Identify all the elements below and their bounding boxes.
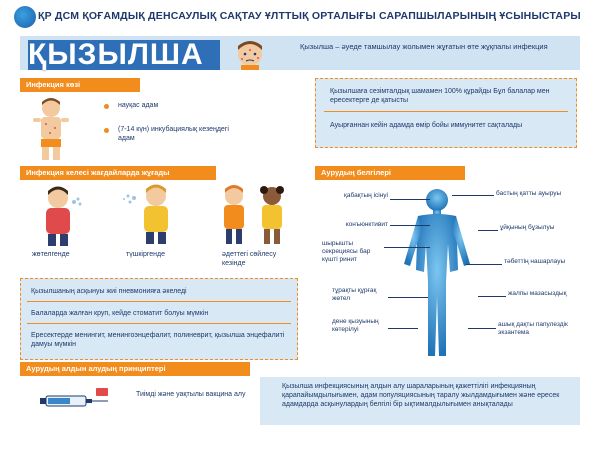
transmission-item-2: әдеттегі сөйлесу кезінде (222, 251, 277, 267)
human-body-icon (396, 186, 478, 358)
sick-child-icon (28, 96, 74, 162)
divider (324, 111, 568, 112)
leader-line (388, 297, 428, 298)
symptoms-heading: Аурудың белгілері (315, 166, 465, 180)
symptom-left-3: тұрақты құрғақ жөтел (332, 287, 377, 302)
symptom-left-2: шырышты секрецияcы бар күшті ринит (322, 240, 371, 263)
logo-icon (14, 6, 36, 28)
symptom-right-4: ашық дақты папулездік экзантема (498, 321, 568, 336)
prevention-heading: Аурудың алдын алудың принциптері (20, 362, 250, 376)
leader-line (384, 247, 430, 248)
top-bar (0, 0, 600, 38)
leader-line (478, 230, 498, 231)
divider (27, 301, 291, 302)
leader-line (466, 264, 502, 265)
symptom-left-0: қабақтың ісінуі (344, 192, 388, 199)
syringe-icon (36, 386, 116, 416)
symptom-left-4: дене қызуының көтерілуі (332, 318, 379, 333)
symptom-right-3: жалпы мазасыздық (508, 290, 567, 297)
hero-description: Қызылша – әуеде тамшылау жолымен жұғатын өте жұқпалы инфекция (300, 42, 548, 51)
hero-title: ҚЫЗЫЛША (28, 38, 204, 71)
symptom-right-0: бастың қатты ауыруы (496, 190, 562, 197)
source-item-1: (7-14 күн) инкубациялық кезеңдегі адам (118, 126, 229, 142)
prevention-description: Қызылша инфекциясының алдын алу шараларының қажеттілігі инфекцияның қарапайымдылығымен, адам популяциясының таралу жылдамдығымен және ересек адамдарда асқынулардың белгілі бір ықтималдылығымен анықталады (282, 383, 560, 408)
divider (27, 323, 291, 324)
complication-item-2: Ересектерде менингит, менингоэнцефалит, полиневрит, қызылша энцефалиті дамуы мүмкін (31, 332, 285, 348)
source-item-0: науқас адам (118, 102, 159, 109)
facts-box (315, 78, 577, 148)
symptom-left-1: конъюнктивит (345, 221, 388, 228)
leader-line (388, 328, 418, 329)
page-header-title: ҚР ДСМ ҚОҒАМДЫҚ ДЕНСАУЛЫҚ САҚТАУ ҰЛТТЫҚ ОРТАЛЫҒЫ САРАПШЫЛАРЫНЫҢ ҰСЫНЫСТАРЫ (38, 10, 581, 22)
bullet-icon (104, 128, 109, 133)
fact-item-1: Ауырғаннан кейін адамда өмір бойы иммунитет сақталады (330, 122, 523, 129)
leader-line (452, 195, 494, 196)
leader-line (478, 296, 506, 297)
coughing-child-icon (30, 184, 90, 246)
transmission-item-0: жөтелгенде (32, 251, 70, 258)
symptom-right-1: ұйқының бұзылуы (500, 224, 555, 231)
leader-line (390, 199, 430, 200)
sick-child-face-icon (224, 36, 276, 70)
talking-children-icon (214, 182, 294, 246)
sneezing-child-icon (120, 182, 190, 246)
source-heading: Инфекция көзі (20, 78, 140, 92)
symptom-right-2: тәбеттің нашарлауы (504, 258, 566, 265)
leader-line (390, 225, 430, 226)
transmission-heading: Инфекция келесі жағдайларда жұғады (20, 166, 216, 180)
complications-box (20, 278, 298, 360)
leader-line (468, 328, 496, 329)
complication-item-1: Балаларда жалған круп, кейде стоматит болуы мүмкін (31, 310, 209, 317)
vaccine-label: Тиімді және уақтылы вакцина алу (136, 391, 246, 398)
bullet-icon (104, 104, 109, 109)
transmission-item-1: түшкіргенде (126, 251, 165, 258)
fact-item-0: Қызылшаға сезімталдық шамамен 100% құрайды Бұл балалар мен ересектерге де қатысты (330, 88, 550, 104)
complication-item-0: Қызылшаның асқынуы жиі пневмонияға әкеледі (31, 288, 187, 295)
